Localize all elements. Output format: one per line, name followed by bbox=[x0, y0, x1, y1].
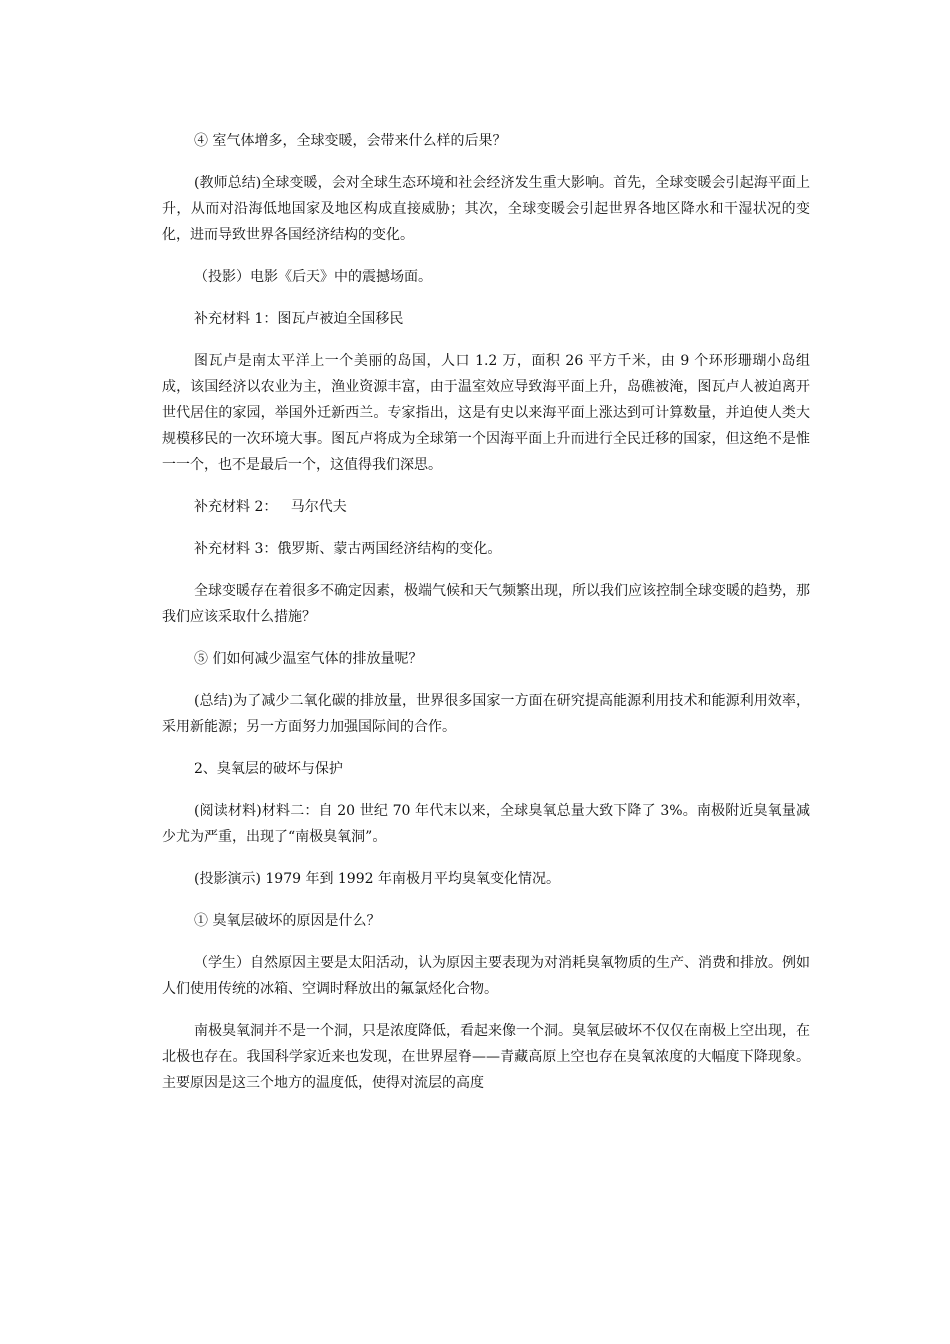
supplement-2-heading: 补充材料 2： 马尔代夫 bbox=[194, 499, 347, 515]
section-heading-ozone: 2、臭氧层的破坏与保护 bbox=[194, 761, 343, 777]
warming-measures-paragraph: 全球变暖存在着很多不确定因素，极端气候和天气频繁出现，所以我们应该控制全球变暖的趋势，那我们应该采取什么措施？ bbox=[162, 583, 810, 625]
projection-demo-note: (投影演示) 1979 年到 1992 年南极月平均臭氧变化情况。 bbox=[194, 871, 560, 887]
tuvalu-paragraph: 图瓦卢是南太平洋上一个美丽的岛国，人口 1.2 万，面积 26 平方千米，由 9 个环形珊瑚小岛组成，该国经济以农业为主，渔业资源丰富，由于温室效应导致海平面上升，岛礁被淹，图瓦卢人被迫离开世代居住的家园，举国外迁新西兰。专家指出，这是有史以来海平面上涨达到可计算数量，并迫使人类大规模移民的一次环境大事。图瓦卢将成为全球第一个因海平面上升而进行全民迁移的国家，但这绝不是惟一一个，也不是最后一个，这值得我们深思。 bbox=[162, 353, 810, 473]
teacher-summary-paragraph: (教师总结)全球变暖，会对全球生态环境和社会经济发生重大影响。首先，全球变暖会引起海平面上升，从而对沿海低地国家及地区构成直接威胁；其次，全球变暖会引起世界各地区降水和干湿状况的变化，进而导致世界各国经济结构的变化。 bbox=[162, 175, 810, 243]
supplement-3-heading: 补充材料 3：俄罗斯、蒙古两国经济结构的变化。 bbox=[194, 541, 502, 557]
ozone-hole-paragraph: 南极臭氧洞并不是一个洞，只是浓度降低，看起来像一个洞。臭氧层破坏不仅仅在南极上空出现，在北极也存在。我国科学家近来也发现，在世界屋脊——青藏高原上空也存在臭氧浓度的大幅度下降现象。 主要原因是这三个地方的温度低，使得对流层的高度 bbox=[162, 1023, 819, 1091]
question-4: ④ 室气体增多，全球变暖，会带来什么样的后果？ bbox=[194, 133, 507, 149]
question-1-ozone: ① 臭氧层破坏的原因是什么？ bbox=[194, 913, 381, 929]
question-5: ⑤ 们如何减少温室气体的排放量呢？ bbox=[194, 651, 423, 667]
reading-material-paragraph: (阅读材料)材料二：自 20 世纪 70 年代末以来，全球臭氧总量大致下降了 3%。南极附近臭氧量减少尤为严重，出现了“南极臭氧洞”。 bbox=[162, 803, 810, 845]
student-answer-paragraph: （学生）自然原因主要是太阳活动，认为原因主要表现为对消耗臭氧物质的生产、消费和排放。例如人们使用传统的冰箱、空调时释放出的氟氯烃化合物。 bbox=[162, 955, 810, 997]
summary-paragraph: (总结)为了减少二氧化碳的排放量，世界很多国家一方面在研究提高能源利用技术和能源利用效率，采用新能源；另一方面努力加强国际间的合作。 bbox=[162, 693, 810, 735]
document-page bbox=[162, 128, 819, 1112]
projection-note: （投影）电影《后天》中的震撼场面。 bbox=[194, 269, 432, 285]
supplement-1-heading: 补充材料 1：图瓦卢被迫全国移民 bbox=[194, 311, 404, 327]
